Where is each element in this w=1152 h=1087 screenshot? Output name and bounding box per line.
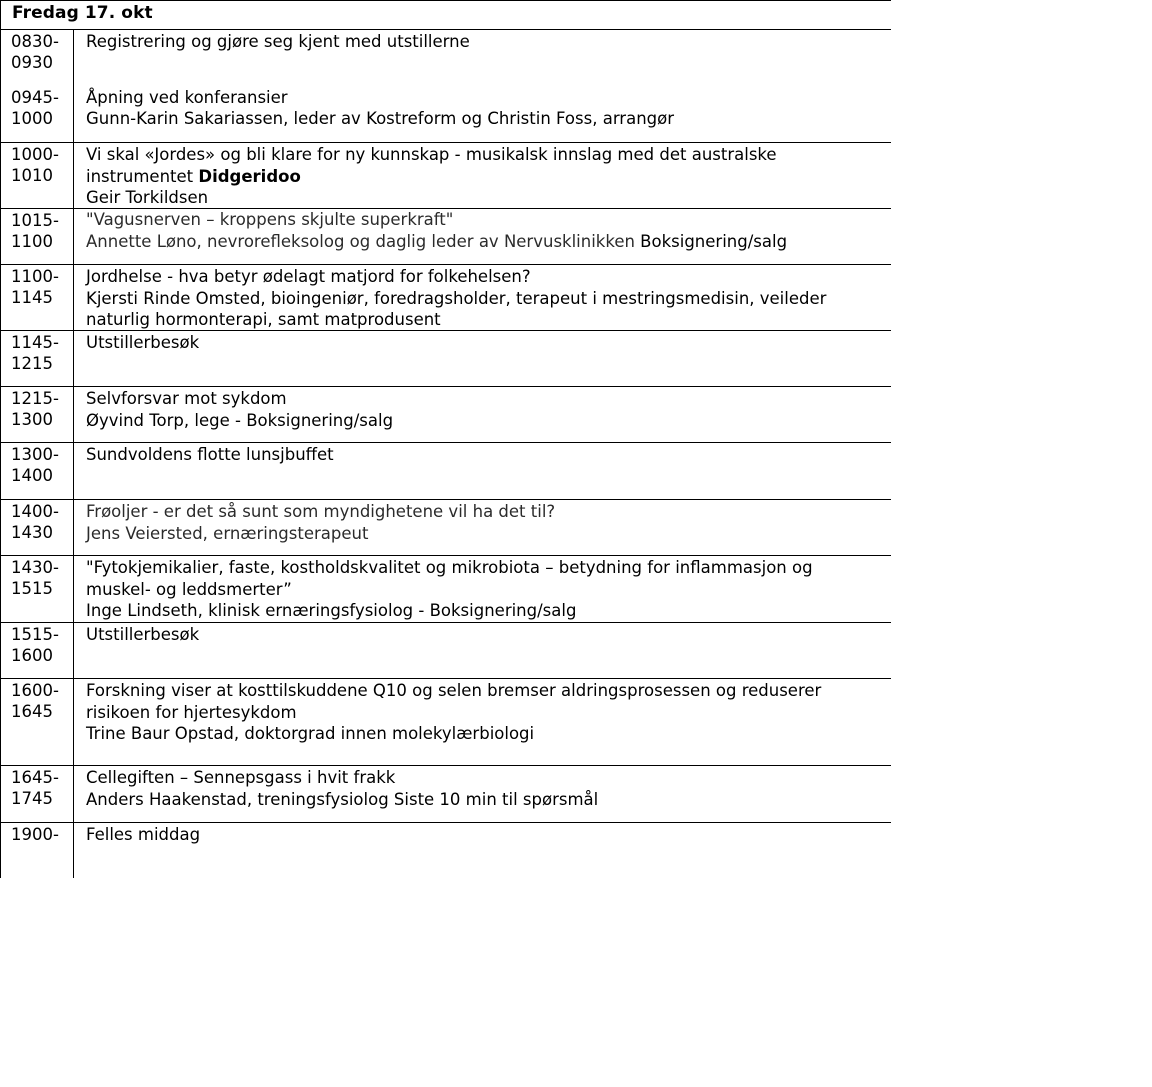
time-cell — [0, 556, 74, 622]
session-title: Åpning ved konferansier — [86, 87, 288, 107]
table-row — [0, 442, 891, 499]
session-title-cont: risikoen for hjertesykdom — [86, 702, 297, 722]
content-cell — [86, 332, 891, 354]
session-title: Felles middag — [86, 825, 201, 844]
time-end: 1145 — [11, 288, 53, 307]
session-title: Frøoljer - er det så sunt som myndighetene vil ha det til? — [86, 502, 556, 521]
table-row — [0, 264, 891, 330]
time-start: 1145- — [11, 333, 59, 352]
time-cell — [0, 209, 74, 264]
time-start: 1645- — [11, 768, 59, 787]
table-row — [0, 29, 891, 142]
table-row — [0, 622, 891, 678]
content-cell — [86, 557, 891, 622]
session-title: "Fytokjemikalier, faste, kostholdskvalitet og mikrobiota – betydning for inflammasjon og — [86, 558, 813, 577]
table-row — [0, 678, 891, 765]
day-title: Fredag 17. okt — [12, 3, 153, 23]
session-speaker: Geir Torkildsen — [86, 188, 209, 208]
time-start: 1900- — [11, 825, 59, 844]
time-start: 1015- — [11, 211, 59, 230]
time-cell — [0, 623, 74, 678]
content-cell — [86, 767, 891, 810]
book-signing-note: Boksignering/salg — [634, 231, 788, 251]
table-row — [0, 822, 891, 878]
session-title: "Vagusnerven – kroppens skjulte superkraft" — [86, 210, 454, 229]
session-title: Selvforsvar mot sykdom — [86, 389, 287, 408]
time-end: 1000 — [11, 109, 53, 128]
content-cell — [86, 144, 891, 209]
session-speaker: Annette Løno, nevrorefleksolog og daglig leder av Nervusklinikken — [86, 231, 635, 251]
table-row — [0, 499, 891, 555]
time-start: 1000- — [11, 145, 59, 164]
time-end: 1010 — [11, 166, 53, 185]
time-start: 1430- — [11, 558, 59, 577]
content-cell — [86, 266, 891, 331]
time-start: 1400- — [11, 502, 59, 521]
session-title: Jordhelse - hva betyr ødelagt matjord for folkehelsen? — [86, 267, 531, 286]
content-cell — [86, 624, 891, 646]
session-title: Forskning viser at kosttilskuddene Q10 og selen bremser aldringsprosessen og reduserer — [86, 681, 822, 700]
time-start: 1515- — [11, 625, 59, 644]
session-speaker-cont: naturlig hormonterapi, samt matprodusent — [86, 310, 441, 330]
content-cell — [86, 501, 891, 544]
time-cell — [0, 679, 74, 765]
table-row — [0, 555, 891, 622]
content-cell — [86, 680, 891, 745]
time-start: 1215- — [11, 389, 59, 408]
session-title: Utstillerbesøk — [86, 333, 200, 352]
session-title-cont: muskel- og leddsmerter” — [86, 579, 292, 599]
session-title: Vi skal «Jordes» og bli klare for ny kunnskap - musikalsk innslag med det australske — [86, 145, 777, 164]
time-start: 1100- — [11, 267, 59, 286]
table-row — [0, 208, 891, 264]
day-header — [0, 0, 891, 29]
table-row — [0, 330, 891, 386]
time-cell — [0, 143, 74, 208]
session-title: Cellegiften – Sennepsgass i hvit frakk — [86, 768, 396, 787]
session-title: Registrering og gjøre seg kjent med utstillerne — [86, 32, 470, 51]
session-speaker: Jens Veiersted, ernæringsterapeut — [86, 523, 369, 543]
time-start: 1600- — [11, 681, 59, 700]
time-end: 1400 — [11, 466, 53, 485]
time-end: 1300 — [11, 410, 53, 429]
time-end: 1645 — [11, 702, 53, 721]
content-cell — [86, 209, 891, 252]
time-cell — [0, 30, 74, 142]
time-cell — [0, 265, 74, 330]
time-cell — [0, 766, 74, 822]
time-end: 1515 — [11, 579, 53, 598]
session-speaker: Trine Baur Opstad, doktorgrad innen molekylærbiologi — [86, 724, 535, 744]
session-title: Utstillerbesøk — [86, 625, 200, 644]
time-end: 1600 — [11, 646, 53, 665]
time-end: 1215 — [11, 354, 53, 373]
table-row — [0, 142, 891, 208]
session-speaker: Gunn-Karin Sakariassen, leder av Kostreform og Christin Foss, arrangør — [86, 109, 675, 129]
time-cell — [0, 500, 74, 555]
content-cell — [86, 824, 891, 846]
session-title-bold: Didgeridoo — [198, 166, 301, 186]
time-cell — [0, 387, 74, 442]
session-speaker: Inge Lindseth, klinisk ernæringsfysiolog - Boksignering/salg — [86, 601, 577, 621]
time-end: 1745 — [11, 789, 53, 808]
content-cell — [86, 388, 891, 431]
time-cell — [0, 823, 74, 878]
session-title-cont: instrumentet — [86, 166, 199, 186]
time-start: 1300- — [11, 445, 59, 464]
time-start: 0830- — [11, 32, 59, 51]
session-speaker: Kjersti Rinde Omsted, bioingeniør, foredragsholder, terapeut i mestringsmedisin, veileder — [86, 288, 827, 308]
time-end: 1100 — [11, 232, 53, 251]
time-end: 0930 — [11, 53, 53, 72]
content-cell — [86, 444, 891, 466]
table-row — [0, 765, 891, 822]
content-cell — [86, 31, 891, 130]
session-speaker: Anders Haakenstad, treningsfysiolog Siste 10 min til spørsmål — [86, 789, 599, 809]
time-end: 1430 — [11, 523, 53, 542]
session-speaker: Øyvind Torp, lege - Boksignering/salg — [86, 410, 394, 430]
time-cell — [0, 331, 74, 386]
session-title: Sundvoldens flotte lunsjbuffet — [86, 445, 334, 464]
time-cell — [0, 443, 74, 499]
table-row — [0, 386, 891, 442]
time-start: 0945- — [11, 88, 59, 107]
